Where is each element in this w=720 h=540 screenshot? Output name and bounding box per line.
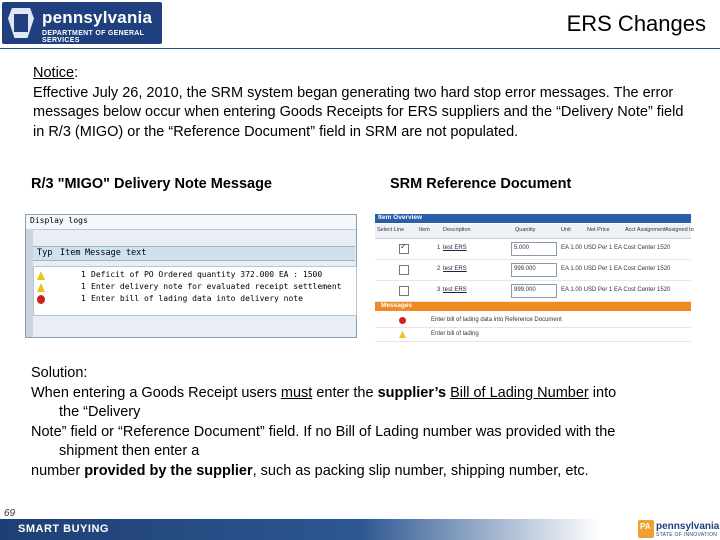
srm-quantity-field[interactable]: 999.000 (511, 263, 557, 277)
srm-column-headers (375, 224, 694, 239)
logo-state-name: pennsylvania (42, 8, 153, 27)
solution-line-1: When entering a Goods Receipt users must enter the supplier’s Bill of Lading Number into (31, 384, 617, 401)
footer-state-tagline: STATE OF INNOVATION (656, 532, 718, 538)
srm-row-checkbox[interactable] (399, 286, 409, 296)
migo-log-header (33, 246, 355, 261)
srm-row-details: EA 1.00 USD Per 1 EA Cost Center 1520 (561, 266, 671, 272)
solution-paragraph (31, 364, 699, 481)
migo-message-row (34, 282, 356, 293)
notice-paragraph (33, 64, 693, 142)
srm-col-select: Select Line (377, 227, 405, 233)
page-title: ERS Changes (566, 11, 706, 36)
srm-message-row (375, 314, 691, 328)
srm-message-text: Enter bill of lading (431, 331, 479, 337)
solution-line-3: Note” field or “Reference Document” field. If no Bill of Lading number was provided with the (31, 423, 616, 440)
srm-messages-bar (375, 302, 691, 311)
srm-caption: SRM Reference Document (390, 176, 572, 192)
warning-icon (37, 283, 45, 292)
warning-icon (37, 271, 45, 280)
solution-label: Solution: (31, 365, 88, 381)
footer-smart-buying: SMART BUYING (18, 523, 109, 535)
srm-row-details: EA 1.00 USD Per 1 EA Cost Center 1520 (561, 245, 671, 251)
migo-toolbar (26, 215, 356, 230)
srm-col-account: Acct Assignment (625, 227, 666, 233)
migo-caption: R/3 "MIGO" Delivery Note Message (31, 176, 272, 192)
footer (0, 519, 720, 540)
header (0, 0, 720, 48)
notice-body: Effective July 26, 2010, the SRM system began generating two hard stop error messages. The error messages below occur when entering Goods Receipts for ERS suppliers and the “Delivery Note” field in R/3 (MIGO) or the “Reference Document” field in SRM are not populated. (33, 84, 684, 140)
keystone-inner-shape (14, 14, 28, 32)
srm-col-item: Item (419, 227, 430, 233)
emphasis-must: must (280, 384, 313, 401)
srm-screenshot (375, 214, 694, 342)
migo-header-item: Item (60, 248, 81, 258)
logo-department: DEPARTMENT OF GENERAL SERVICES (42, 30, 145, 44)
srm-item-overview-title: Item Overview (378, 214, 423, 221)
migo-left-strip (26, 229, 33, 337)
error-icon (37, 295, 45, 304)
srm-row-number: 1 (437, 245, 441, 251)
emphasis-provided-by-supplier: provided by the supplier (84, 462, 253, 479)
migo-message-row (34, 270, 356, 281)
srm-row-details: EA 1.00 USD Per 1 EA Cost Center 1520 (561, 287, 671, 293)
srm-item-row (375, 281, 691, 302)
migo-message-text: Enter delivery note for evaluated receipt settlement (91, 282, 342, 291)
srm-row-number: 3 (437, 287, 441, 293)
srm-item-row (375, 260, 691, 281)
srm-row-description[interactable]: test ERS (443, 287, 467, 293)
migo-message-item: 1 (81, 282, 86, 291)
srm-messages-title: Messages (381, 302, 413, 309)
migo-message-row (34, 294, 356, 305)
warning-icon (399, 331, 406, 338)
srm-col-description: Description (443, 227, 471, 233)
migo-message-text: Enter bill of lading data into delivery note (91, 294, 303, 303)
migo-message-list (33, 266, 357, 316)
footer-pennsylvania-logo: pennsylvania (656, 521, 720, 532)
srm-quantity-field[interactable]: 5.000 (511, 242, 557, 256)
srm-row-description[interactable]: test ERS (443, 266, 467, 272)
srm-row-number: 2 (437, 266, 441, 272)
error-icon (399, 317, 406, 324)
migo-header-type: Typ (37, 248, 53, 258)
srm-quantity-field[interactable]: 999.000 (511, 284, 557, 298)
srm-col-net-price: Net Price (587, 227, 610, 233)
emphasis-supplier: supplier’s (377, 384, 447, 401)
solution-line-5: number provided by the supplier, such as packing slip number, shipping number, etc. (31, 462, 589, 479)
migo-screenshot (25, 214, 357, 338)
srm-col-quantity: Quantity (515, 227, 536, 233)
notice-label: Notice (33, 65, 75, 81)
srm-message-row (375, 328, 691, 342)
migo-message-item: 1 (81, 294, 86, 303)
srm-col-assigned: Assigned to (665, 227, 694, 233)
srm-item-row (375, 239, 691, 260)
pa-badge-icon: PA (638, 520, 654, 538)
migo-message-text: Deficit of PO Ordered quantity 372.000 EA : 1500 (91, 270, 323, 279)
migo-header-message: Message text (85, 248, 147, 258)
solution-line-4: shipment then enter a (59, 443, 200, 459)
srm-row-description[interactable]: test ERS (443, 245, 467, 251)
solution-line-2: the “Delivery (59, 404, 141, 420)
srm-row-checkbox[interactable] (399, 265, 409, 275)
srm-message-text: Enter bill of lading data into Reference Document (431, 317, 562, 323)
migo-display-logs-label: Display logs (30, 216, 88, 225)
srm-item-overview-bar (375, 214, 691, 223)
srm-row-checkbox[interactable] (399, 244, 409, 254)
migo-message-item: 1 (81, 270, 86, 279)
notice-colon: : (74, 65, 79, 81)
page-number: 69 (4, 508, 16, 519)
srm-col-unit: Unit (561, 227, 571, 233)
pennsylvania-dgs-logo (2, 2, 162, 44)
emphasis-bill-of-lading: Bill of Lading Number (450, 384, 589, 401)
